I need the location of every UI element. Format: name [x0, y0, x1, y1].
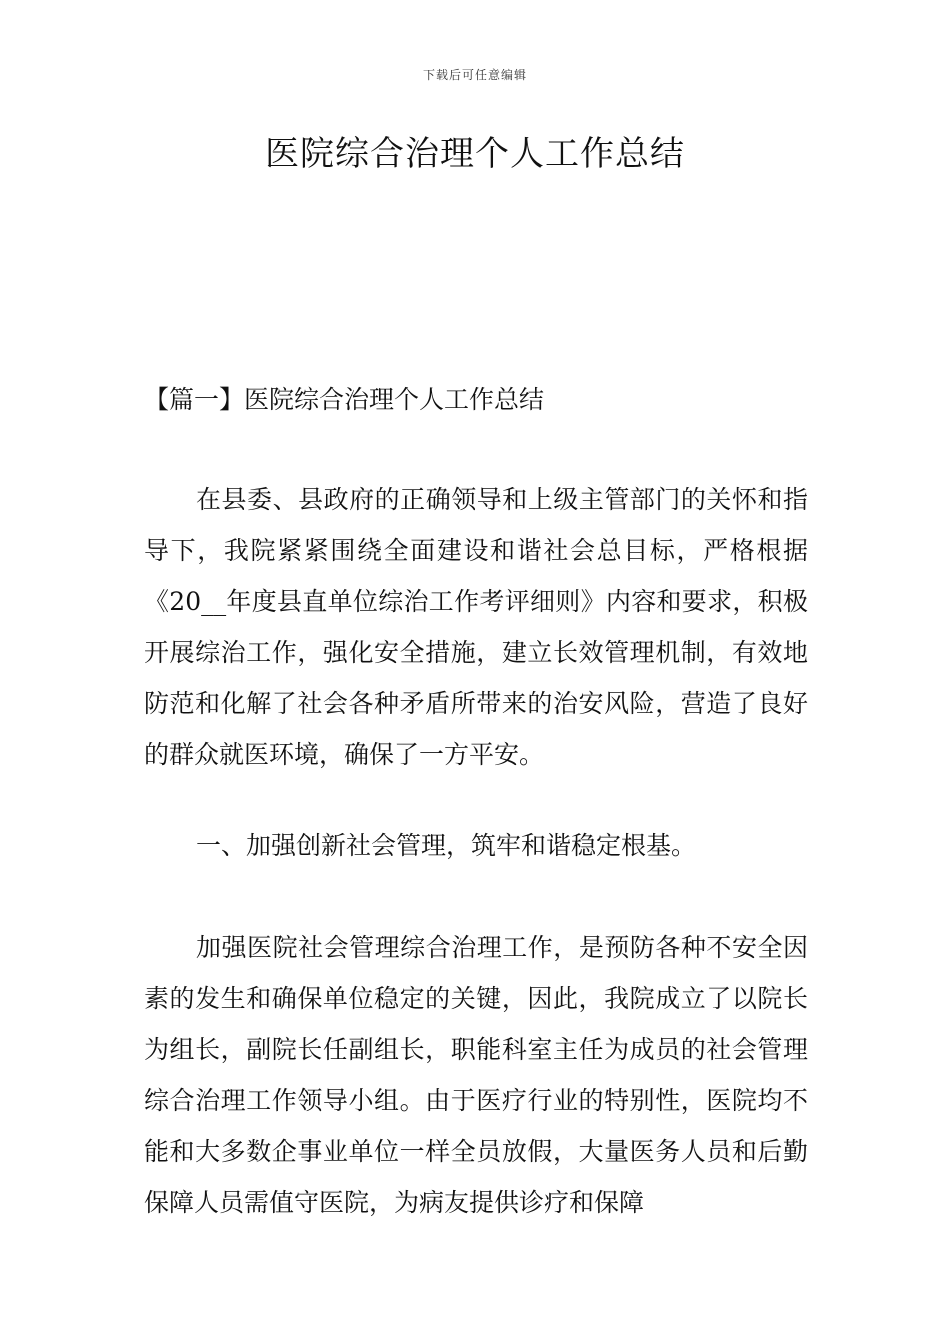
header-note: 下载后可任意编辑 [422, 68, 527, 82]
document-title: 医院综合治理个人工作总结 [265, 134, 685, 174]
section-heading: 【篇一】医院综合治理个人工作总结 [144, 385, 545, 414]
paragraph-2: 加强医院社会管理综合治理工作，是预防各种不安全因素的发生和确保单位稳定的关键，因此，我院成立了以院长为组长，副院长任副组长，职能科室主任为成员的社会管理综合治理工作领导小组。由于医疗行业的特别性，医院均不能和大多数企事业单位一样全员放假，大量医务人员和后勤保障人员需值守医院，为病友提供诊疗和保障 [144, 933, 808, 1217]
paragraph-1: 在县委、县政府的正确领导和上级主管部门的关怀和指导下，我院紧紧围绕全面建设和谐社会总目标，严格根据《20__年度县直单位综治工作考评细则》内容和要求，积极开展综治工作，强化安全措施，建立长效管理机制，有效地防范和化解了社会各种矛盾所带来的治安风险，营造了良好的群众就医环境，确保了一方平安。 [144, 485, 808, 769]
sub-heading-1: 一、加强创新社会管理，筑牢和谐稳定根基。 [196, 831, 697, 860]
